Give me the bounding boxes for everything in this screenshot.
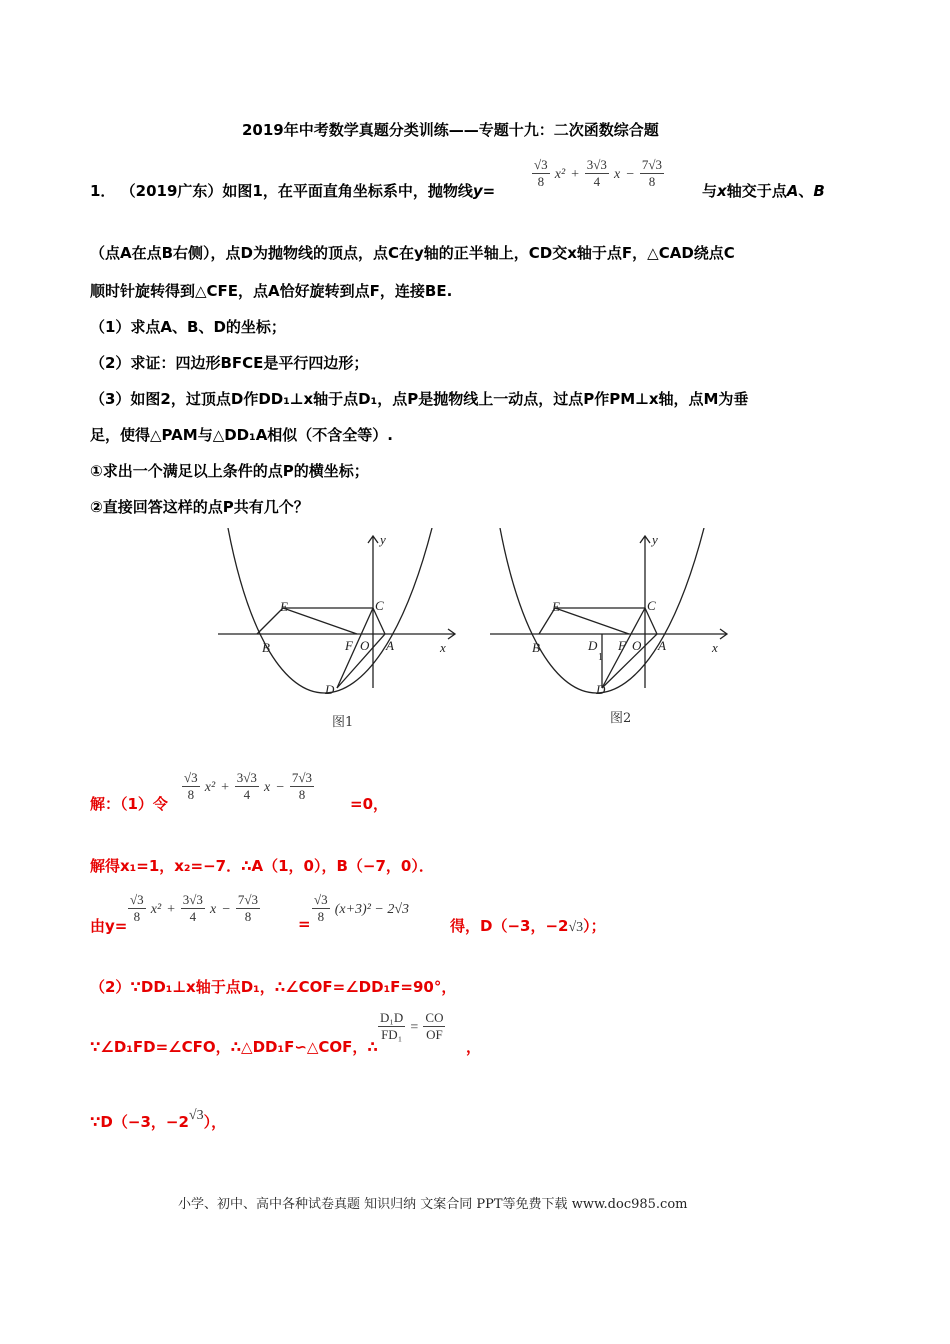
y-eq: y= xyxy=(472,182,496,200)
figure-1 xyxy=(210,528,470,733)
problem-line-1 xyxy=(90,180,495,201)
solution-5-suffix: ， xyxy=(466,1038,482,1056)
solution-3-formula: $\frac{√3}{8}$ x² + $\frac{3√3}{4}$ x − $\frac{7√3}{8}$ xyxy=(130,892,259,924)
problem-line-2: （点A在点B右侧），点D为抛物线的顶点，点C在y轴的正半轴上，CD交x轴于点F，△CAD绕点C xyxy=(90,244,735,262)
fig1-caption: 图1 xyxy=(332,715,354,730)
problem-number: 1． xyxy=(90,182,116,200)
question-3a: （3）如图2，过顶点D作DD₁⊥x轴于点D₁，点P是抛物线上一动点，过点P作PM⊥x轴，点M为垂 xyxy=(90,390,749,408)
frac-1: $\frac{√3}{8}$ xyxy=(534,157,548,189)
problem-source: （2019广东） xyxy=(120,182,223,200)
question-3c: ①求出一个满足以上条件的点P的横坐标； xyxy=(90,462,369,480)
solution-2: 解得x₁=1，x₂=−7．∴A（1，0），B（−7，0）． xyxy=(90,857,434,875)
solution-3-prefix: 由y= xyxy=(90,917,128,935)
parabola xyxy=(228,528,432,693)
svg-text:A: A xyxy=(658,638,666,653)
solution-5-ratio: $\frac{\text{D₁D}}{\text{FD₁}}$ = $\frac{CO}{OF}$ xyxy=(380,1010,444,1042)
solution-1-suffix: =0， xyxy=(350,795,389,813)
label-D1: D xyxy=(588,638,598,653)
problem-formula: $\frac{√3}{8}$ x² + $\frac{3√3}{4}$ x − $\frac{7√3}{8}$ xyxy=(534,157,663,189)
svg-text:C: C xyxy=(647,598,656,613)
question-2: （2）求证：四边形BFCE是平行四边形； xyxy=(90,354,369,372)
figure-2 xyxy=(482,528,742,733)
svg-text:1: 1 xyxy=(598,652,603,663)
solution-4: （2）∵DD₁⊥x轴于点D₁，∴∠COF=∠DD₁F=90°， xyxy=(90,978,457,996)
footer-text: 小学、初中、高中各种试卷真题 知识归纳 文案合同 PPT等免费下载 www.doc985.com xyxy=(178,1197,688,1212)
svg-text:x: x xyxy=(712,640,718,655)
problem-line-1-tail: 与x轴交于点A、B xyxy=(702,182,825,200)
label-E: E xyxy=(280,599,288,614)
label-x: x xyxy=(440,640,446,655)
svg-text:F: F xyxy=(618,638,626,653)
question-3b: 足，使得△PAM与△DD₁A相似（不含全等）. xyxy=(90,426,394,444)
label-D: D xyxy=(325,682,335,697)
label-B: B xyxy=(262,640,270,655)
svg-text:y: y xyxy=(652,532,658,547)
solution-3-eq: = xyxy=(298,915,311,933)
label-y: y xyxy=(380,532,386,547)
problem-intro: 如图1，在平面直角坐标系中，抛物线 xyxy=(222,182,473,200)
question-1: （1）求点A、B、D的坐标； xyxy=(90,318,286,336)
frac-2: $\frac{3√3}{4}$ xyxy=(586,157,607,189)
label-C: C xyxy=(375,598,384,613)
solution-5-prefix: ∵∠D₁FD=∠CFO，∴△DD₁F∽△COF，∴ xyxy=(90,1038,378,1056)
page-title: 2019年中考数学真题分类训练——专题十九：二次函数综合题 xyxy=(242,121,659,139)
label-O: O xyxy=(360,638,370,653)
solution-1-prefix: 解：（1）令 xyxy=(90,795,168,813)
label-A: A xyxy=(386,638,394,653)
problem-line-3: 顺时针旋转得到△CFE，点A恰好旋转到点F，连接BE. xyxy=(90,282,453,300)
svg-text:O: O xyxy=(632,638,642,653)
solution-3-suffix: 得，D（−3，−2√3）； xyxy=(450,917,606,935)
label-F: F xyxy=(345,638,353,653)
fig2-caption: 图2 xyxy=(610,711,632,726)
solution-1-formula: $\frac{√3}{8}$ x² + $\frac{3√3}{4}$ x − $\frac{7√3}{8}$ xyxy=(184,770,313,802)
frac-3: $\frac{7√3}{8}$ xyxy=(641,157,663,189)
solution-6: ∵D（−3，−2√3）， xyxy=(90,1108,227,1131)
svg-text:D: D xyxy=(596,682,606,697)
question-3d: ②直接回答这样的点P共有几个？ xyxy=(90,498,309,516)
svg-text:E: E xyxy=(552,599,560,614)
svg-text:B: B xyxy=(532,640,540,655)
solution-3-vertex: $\frac{√3}{8}$ (x+3)² − 2√3 xyxy=(314,892,410,924)
